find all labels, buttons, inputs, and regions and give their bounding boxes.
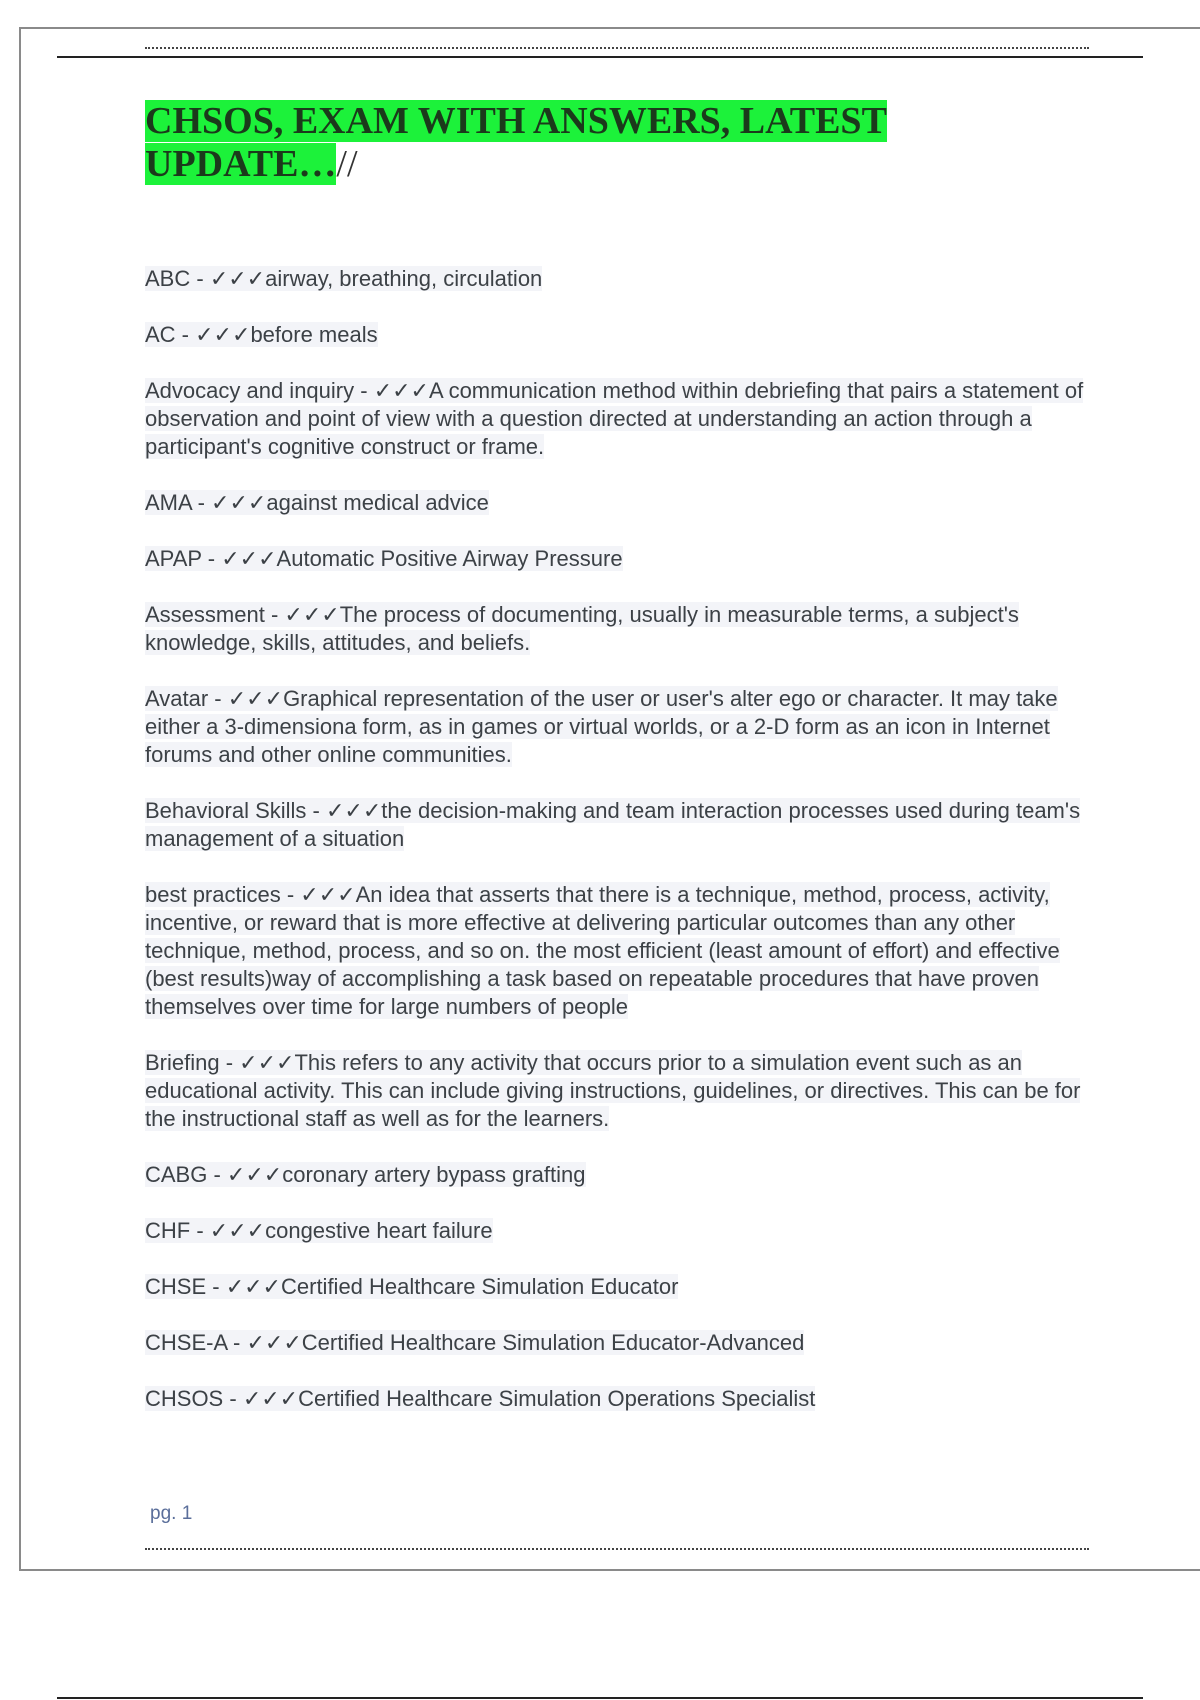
glossary-entry: Behavioral Skills - ✓✓✓the decision-making and team interaction processes used during team's management of a situation [145,798,1081,851]
entry-term: CABG [145,1162,208,1187]
entry-definition: The process of documenting, usually in measurable terms, a subject's knowledge, skills, attitudes, and beliefs. [145,602,1019,655]
glossary-entry: Assessment - ✓✓✓The process of documenting, usually in measurable terms, a subject's knowledge, skills, attitudes, and beliefs. [145,602,1019,655]
entry-definition: coronary artery bypass grafting [282,1162,586,1187]
glossary-entry: CHSOS - ✓✓✓Certified Healthcare Simulation Operations Specialist [145,1386,816,1411]
entry-definition: before meals [250,322,378,347]
check-marks: ✓✓✓ [225,1274,281,1299]
check-marks: ✓✓✓ [227,686,284,711]
next-page-solid-rule [57,1697,1143,1699]
title-suffix: // [336,143,358,185]
entry-term: APAP [145,546,202,571]
entry-definition: the decision-making and team interaction processes used during team's management of a situation [145,798,1081,851]
glossary-entry: AMA - ✓✓✓against medical advice [145,490,489,515]
entry-term: AC [145,322,176,347]
entry-term: CHSE-A [145,1330,227,1355]
check-marks: ✓✓✓ [246,1330,302,1355]
glossary-entry: Avatar - ✓✓✓Graphical representation of the user or user's alter ego or character. It may take either a 3-dimensiona form, as in games or virtual worlds, or a 2-D form as an icon in Internet forums and other online communities. [145,686,1058,767]
entry-term: AMA [145,490,192,515]
check-marks: ✓✓✓ [209,266,266,291]
entry-term: Advocacy and inquiry [145,378,355,403]
header-dotted-rule [145,47,1089,49]
check-marks: ✓✓✓ [242,1386,299,1411]
glossary-entry: Briefing - ✓✓✓This refers to any activity that occurs prior to a simulation event such as an educational activity. This can include giving instructions, guidelines, or directives. This can be for the instructional staff as well as for the learners. [145,1050,1081,1131]
glossary-entry: ABC - ✓✓✓airway, breathing, circulation [145,266,543,291]
entry-definition: This refers to any activity that occurs prior to a simulation event such as an educational activity. This can include giving instructions, guidelines, or directives. This can be for the instructional staff as well as for the learners. [145,1050,1081,1131]
header-solid-rule [57,56,1143,58]
entry-term: CHF [145,1218,191,1243]
entry-definition: A communication method within debriefing that pairs a statement of observation and point of view with a question directed at understanding an action through a participant's cognitive construct or frame. [145,378,1084,459]
page-number: pg. 1 [150,1503,193,1524]
entry-term: Assessment [145,602,265,627]
entry-definition: Certified Healthcare Simulation Educator [281,1274,679,1299]
check-marks: ✓✓✓ [226,1162,283,1187]
entry-term: ABC [145,266,191,291]
check-marks: ✓✓✓ [211,490,267,515]
entry-definition: airway, breathing, circulation [265,266,543,291]
entry-term: best practices [145,882,281,907]
document-title [145,100,965,186]
check-marks: ✓✓✓ [239,1050,295,1075]
entry-definition: Certified Healthcare Simulation Operations Specialist [298,1386,816,1411]
glossary-entry: AC - ✓✓✓before meals [145,322,378,347]
entry-definition: congestive heart failure [265,1218,493,1243]
glossary-entry: APAP - ✓✓✓Automatic Positive Airway Pressure [145,546,623,571]
entry-term: CHSE [145,1274,207,1299]
entry-definition: Certified Healthcare Simulation Educator-Advanced [301,1330,805,1355]
check-marks: ✓✓✓ [209,1218,266,1243]
entry-definition: Automatic Positive Airway Pressure [276,546,623,571]
footer-dotted-rule [145,1548,1089,1550]
glossary-list [145,265,1085,1441]
title-highlighted-text: CHSOS, EXAM WITH ANSWERS, LATEST UPDATE… [145,100,887,185]
check-marks: ✓✓✓ [221,546,277,571]
glossary-entry: Advocacy and inquiry - ✓✓✓A communication method within debriefing that pairs a statement of observation and point of view with a question directed at understanding an action through a participant's cognitive construct or frame. [145,378,1084,459]
entry-definition: Graphical representation of the user or user's alter ego or character. It may take either a 3-dimensiona form, as in games or virtual worlds, or a 2-D form as an icon in Internet forums and other online communities. [145,686,1058,767]
glossary-entry: best practices - ✓✓✓An idea that asserts that there is a technique, method, process, activity, incentive, or reward that is more effective at delivering particular outcomes than any other technique, method, process, and so on. the most efficient (least amount of effort) and effective (best results)way of accomplishing a task based on repeatable procedures that have proven themselves over time for large numbers of people [145,882,1060,1019]
check-marks: ✓✓✓ [325,798,382,823]
glossary-entry: CHSE - ✓✓✓Certified Healthcare Simulation Educator [145,1274,679,1299]
check-marks: ✓✓✓ [195,322,251,347]
glossary-entry: CABG - ✓✓✓coronary artery bypass grafting [145,1162,586,1187]
entry-term: Briefing [145,1050,220,1075]
entry-term: CHSOS [145,1386,224,1411]
check-marks: ✓✓✓ [284,602,340,627]
check-marks: ✓✓✓ [373,378,429,403]
entry-definition: against medical advice [266,490,489,515]
entry-definition: An idea that asserts that there is a technique, method, process, activity, incentive, or reward that is more effective at delivering particular outcomes than any other technique, method, process, and so on. the most efficient (least amount of effort) and effective (best results)way of accomplishing a task based on repeatable procedures that have proven themselves over time for large numbers of people [145,882,1060,1019]
check-marks: ✓✓✓ [300,882,356,907]
entry-term: Behavioral Skills [145,798,307,823]
glossary-entry: CHSE-A - ✓✓✓Certified Healthcare Simulation Educator-Advanced [145,1330,805,1355]
entry-term: Avatar [145,686,209,711]
glossary-entry: CHF - ✓✓✓congestive heart failure [145,1218,493,1243]
